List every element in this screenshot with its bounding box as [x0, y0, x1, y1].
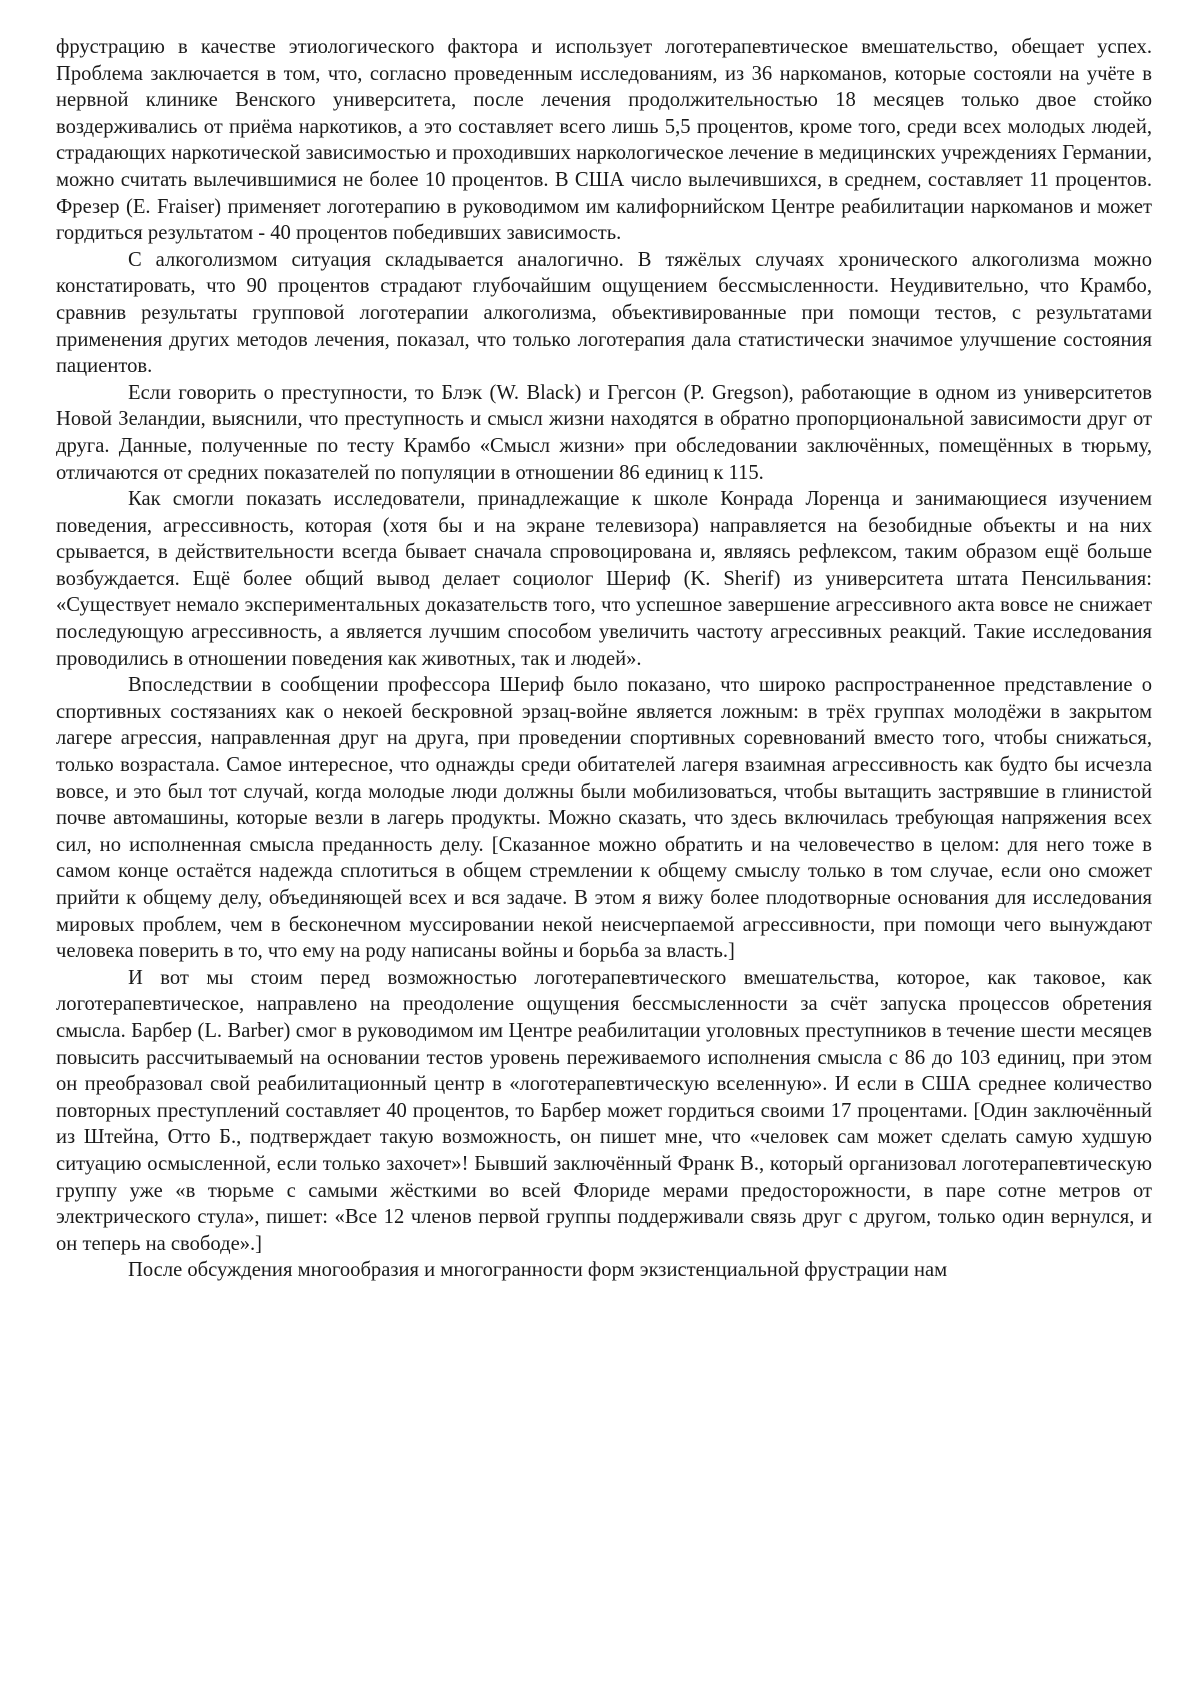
paragraph-alcoholism: С алкоголизмом ситуация складывается аналогично. В тяжёлых случаях хронического алкоголизма можно констатировать, что 90 процентов страдают глубочайшим ощущением бессмысленности. Неудивительно, что Крамбо, сравнив результаты групповой логотерапии алкоголизма, объективированные при помощи тестов, с результатами применения других методов лечения, показал, что только логотерапия дала статистически значимое улучшение состояния пациентов.: [56, 248, 1152, 378]
document-page: [56, 34, 1152, 1284]
paragraph-drug-addiction: фрустрацию в качестве этиологического фактора и использует логотерапевтическое вмешательство, обещает успех. Проблема заключается в том, что, согласно проведенным исследованиям, из 36 наркоманов, которые состояли на учёте в нервной клинике Венского университета, после лечения продолжительностью 18 месяцев только двое стойко воздерживались от приёма наркотиков, а это составляет всего лишь 5,5 процентов, кроме того, среди всех молодых людей, страдающих наркотической зависимостью и проходивших наркологическое лечение в медицинских учреждениях Германии, можно считать вылечившимися не более 10 процентов. В США число вылечившихся, в среднем, составляет 11 процентов. Фрезер (E. Fraiser) применяет логотерапию в руководимом им калифорнийском Центре реабилитации наркоманов и может гордиться результатом - 40 процентов победивших зависимость.: [56, 36, 1152, 245]
paragraph-sport-competitions: Впоследствии в сообщении профессора Шериф было показано, что широко распространенное представление о спортивных состязаниях как о некоей бескровной эрзац-войне является ложным: в трёх группах молодёжи в закрытом лагере агрессия, направленная друг на друга, при проведении спортивных соревнований вместо того, чтобы снижаться, только возрастала. Самое интересное, что однажды среди обитателей лагеря взаимная агрессивность как будто бы исчезла вовсе, и это был тот случай, когда молодые люди должны были мобилизоваться, чтобы вытащить застрявшие в глинистой почве автомашины, которые везли в лагерь продукты. Можно сказать, что здесь включилась требующая напряжения всех сил, но исполненная смысла преданность делу. [Сказанное можно обратить и на человечество в целом: для него тоже в самом конце остаётся надежда сплотиться в общем стремлении к общему смыслу только в том случае, если оно сможет прийти к общему делу, объединяющей всех и вся задаче. В этом я вижу более плодотворные основания для исследования мировых проблем, чем в бесконечном муссировании некой неисчерпаемой агрессивности, при помощи чего вынуждают человека поверить в то, что ему на роду написаны войны и борьба за власть.]: [56, 674, 1152, 963]
paragraph-aggression-research: Как смогли показать исследователи, принадлежащие к школе Конрада Лоренца и занимающиеся изучением поведения, агрессивность, которая (хотя бы и на экране телевизора) направляется на безобидные объекты и на них срывается, в действительности всегда бывает сначала спровоцирована и, являясь рефлексом, таким образом ещё больше возбуждается. Ещё более общий вывод делает социолог Шериф (K. Sherif) из университета штата Пенсильвания: «Существует немало экспериментальных доказательств того, что успешное завершение агрессивного акта вовсе не снижает последующую агрессивность, а является лучшим способом увеличить частоту агрессивных реакций. Такие исследования проводились в отношении поведения как животных, так и людей».: [56, 488, 1152, 670]
paragraph-logotherapy-intervention: И вот мы стоим перед возможностью логотерапевтического вмешательства, которое, как таковое, как логотерапевтическое, направлено на преодоление ощущения бессмысленности за счёт запуска процессов обретения смысла. Барбер (L. Barber) смог в руководимом им Центре реабилитации уголовных преступников в течение шести месяцев повысить рассчитываемый на основании тестов уровень переживаемого исполнения смысла с 86 до 103 единиц, при этом он преобразовал свой реабилитационный центр в «логотерапевтическую вселенную». И если в США среднее количество повторных преступлений составляет 40 процентов, то Барбер может гордиться своими 17 процентами. [Один заключённый из Штейна, Отто Б., подтверждает такую возможность, он пишет мне, что «человек сам может сделать самую худшую ситуацию осмысленной, если только захочет»! Бывший заключённый Франк В., который организовал логотерапевтическую группу уже «в тюрьме с самыми жёсткими во всей Флориде мерами предосторожности, в паре сотне метров от электрического стула», пишет: «Все 12 членов первой группы поддерживали связь друг с другом, только один вернулся, и он теперь на свободе».]: [56, 966, 1152, 1255]
paragraph-closing: После обсуждения многообразия и многогранности форм экзистенциальной фрустрации нам: [128, 1259, 948, 1282]
paragraph-criminality: Если говорить о преступности, то Блэк (W. Black) и Грегсон (P. Gregson), работающие в одном из университетов Новой Зеландии, выяснили, что преступность и смысл жизни находятся в обратно пропорциональной зависимости друг от друга. Данные, полученные по тесту Крамбо «Смысл жизни» при обследовании заключённых, помещённых в тюрьму, отличаются от средних показателей по популяции в отношении 86 единиц к 115.: [56, 381, 1152, 484]
